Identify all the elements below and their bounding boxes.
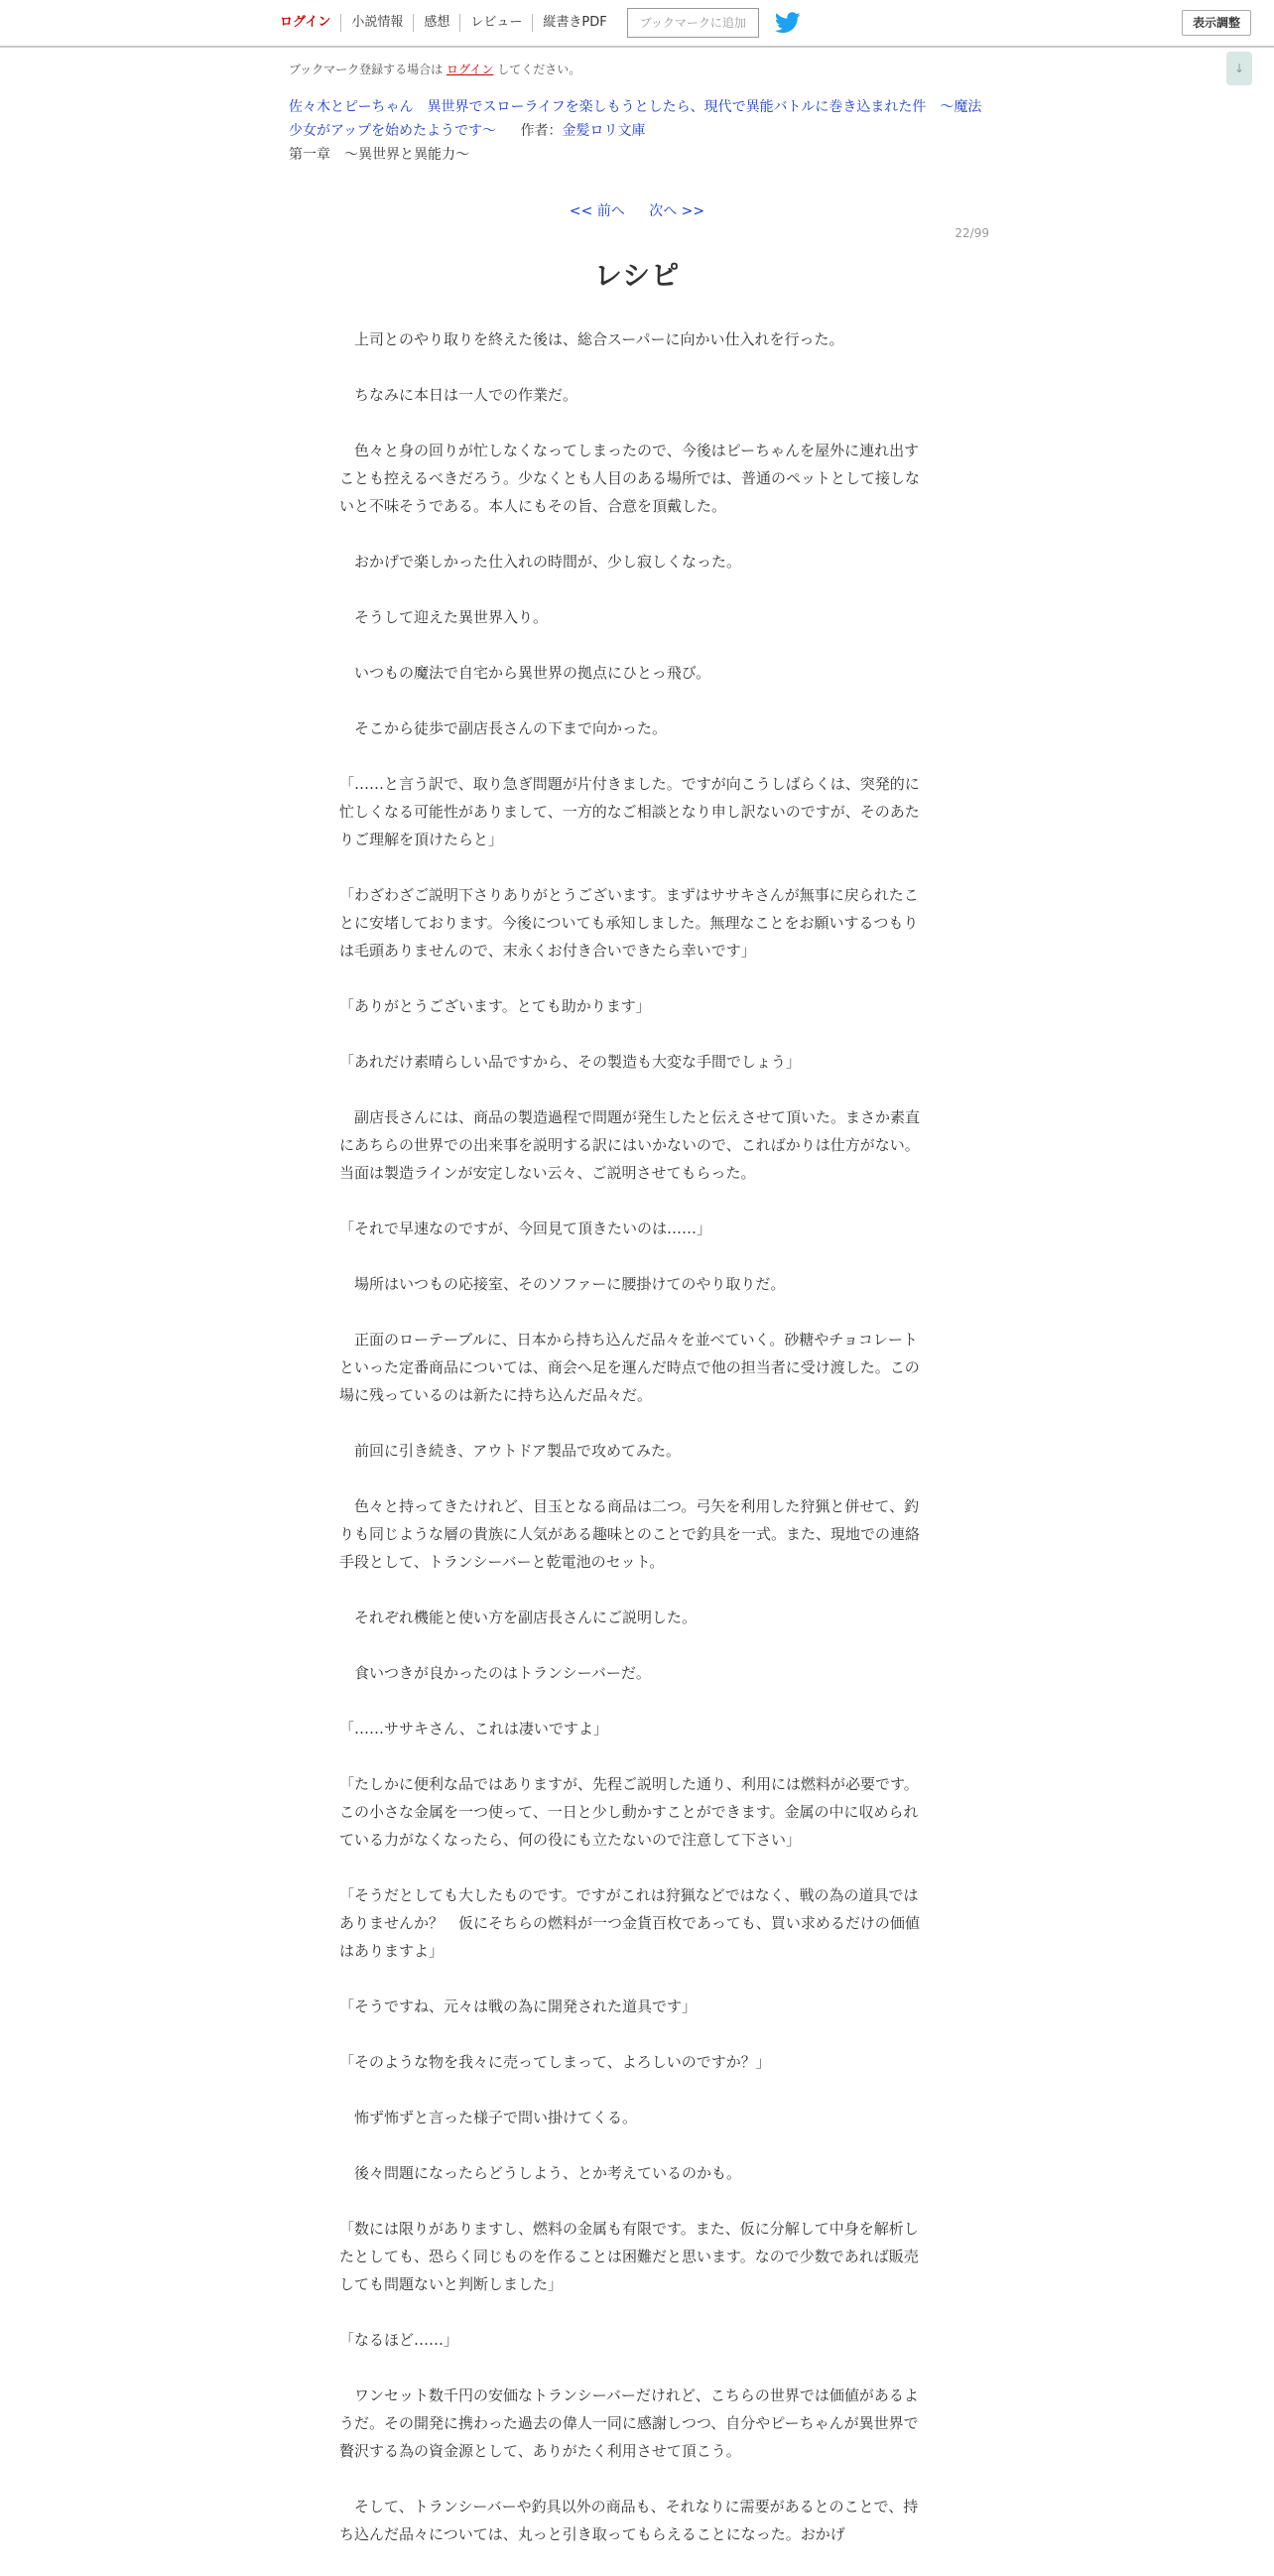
novel-paragraph: いつもの魔法で自宅から異世界の拠点にひとっ飛び。 xyxy=(339,664,711,682)
novel-paragraph: 副店長さんには、商品の製造過程で問題が発生したと伝えさせて頂いた。まさか素直にあちらの世界での出来事を説明する訳にはいかないので、こればかりは仕方がない。当面は製造ラインが安定しない云々、ご説明させてもらった。 xyxy=(339,1108,921,1182)
novel-paragraph: 「なるほど……」 xyxy=(339,2331,459,2349)
novel-paragraph: 後々問題になったらどうしよう、とか考えているのかも。 xyxy=(339,2164,742,2182)
novel-paragraph: そうして迎えた異世界入り。 xyxy=(339,608,549,626)
page-number: 22/99 xyxy=(955,226,989,240)
nav-review-link[interactable]: レビュー xyxy=(460,14,533,32)
twitter-bird-icon[interactable] xyxy=(775,12,801,34)
novel-paragraph: ワンセット数千円の安価なトランシーバーだけれど、こちらの世界では価値があるようだ。その開発に携わった過去の偉人一同に感謝しつつ、自分やピーちゃんが異世界で贅沢する為の資金源として、ありがたく利用させて頂こう。 xyxy=(339,2386,919,2460)
novel-paragraph: 「数には限りがありますし、燃料の金属も有限です。また、仮に分解して中身を解析したとしても、恐らく同じものを作ることは困難だと思います。なので少数であれば販売しても問題ないと判断しました」 xyxy=(339,2220,919,2293)
episode-title: レシピ xyxy=(593,259,681,292)
novel-paragraph: 色々と持ってきたけれど、目玉となる商品は二つ。弓矢を利用した狩猟と併せて、釣りも同じような層の貴族に人気がある趣味とのことで釣具を一式。また、現地での連絡手段として、トランシーバーと乾電池のセット。 xyxy=(339,1497,921,1571)
novel-paragraph: 怖ず怖ずと言った様子で問い掛けてくる。 xyxy=(339,2109,638,2126)
nav-novel-info-link[interactable]: 小説情報 xyxy=(341,14,414,32)
next-page-link[interactable]: 次へ >> xyxy=(649,203,705,219)
author-label: 作者： xyxy=(520,123,563,139)
novel-paragraph: 色々と身の回りが忙しなくなってしまったので、今後はピーちゃんを屋外に連れ出すことも控えるべきだろう。少なくとも人目のある場所では、普通のペットとして接しないと不味そうである。本人にもその旨、合意を頂戴した。 xyxy=(339,442,921,515)
chapter-title: 第一章 ～異世界と異能力～ xyxy=(289,147,469,163)
nav-impression-link[interactable]: 感想 xyxy=(414,14,460,32)
novel-paragraph: そして、トランシーバーや釣具以外の商品も、それなりに需要があるとのことで、持ち込んだ品々については、丸っと引き取ってもらえることになった。おかげ xyxy=(339,2498,919,2543)
novel-paragraph: 「わざわざご説明下さりありがとうございます。まずはササキさんが無事に戻られたことに安堵しております。今後についても承知しました。無理なことをお願いするつもりは毛頭ありませんので、末永くお付き合いできたら幸いです」 xyxy=(339,886,919,960)
notice-prefix: ブックマーク登録する場合は xyxy=(289,63,444,76)
novel-paragraph: おかげで楽しかった仕入れの時間が、少し寂しくなった。 xyxy=(339,553,742,571)
scroll-down-button[interactable]: ↓ xyxy=(1226,52,1252,85)
novel-paragraph: 「そのような物を我々に売ってしまって、よろしいのですか？」 xyxy=(339,2053,771,2071)
display-settings-button[interactable]: 表示調整 xyxy=(1182,10,1251,36)
pager xyxy=(0,200,1274,220)
main-nav xyxy=(270,0,801,46)
novel-paragraph: 「たしかに便利な品ではありますが、先程ご説明した通り、利用には燃料が必要です。この小さな金属を一つ使って、一日と少し動かすことができます。金属の中に収められている力がなくなったら、何の役にも立たないので注意して下さい」 xyxy=(339,1775,919,1849)
novel-paragraph: 「あれだけ素晴らしい品ですから、その製造も大変な手間でしょう」 xyxy=(339,1053,802,1071)
novel-paragraph: 「……と言う訳で、取り急ぎ問題が片付きました。ですが向こうしばらくは、突発的に忙しくなる可能性がありまして、一方的なご相談となり申し訳ないのですが、そのあたりご理解を頂けたらと」 xyxy=(339,775,920,848)
novel-paragraph: そこから徒歩で副店長さんの下まで向かった。 xyxy=(339,719,668,737)
novel-paragraph: 前回に引き続き、アウトドア製品で攻めてみた。 xyxy=(339,1442,681,1460)
series-title-link[interactable]: 佐々木とピーちゃん 異世界でスローライフを楽しもうとしたら、現代で異能バトルに巻き込まれた件 ～魔法少女がアップを始めたようです～ xyxy=(289,99,982,139)
novel-paragraph: ちなみに本日は一人での作業だ。 xyxy=(339,386,578,404)
notice-login-link[interactable]: ログイン xyxy=(446,63,494,76)
notice-suffix: してください。 xyxy=(497,63,581,76)
novel-paragraph: 場所はいつもの応接室、そのソファーに腰掛けてのやり取りだ。 xyxy=(339,1275,786,1293)
novel-paragraph: 「ありがとうございます。とても助かります」 xyxy=(339,997,651,1015)
novel-paragraph: 「そうですね、元々は戦の為に開発された道具です」 xyxy=(339,1997,698,2015)
author-link[interactable]: 金髪ロリ文庫 xyxy=(562,123,646,139)
top-navigation-bar xyxy=(0,0,1274,48)
prev-page-link[interactable]: << 前へ xyxy=(569,203,625,219)
novel-paragraph: 「それで早速なのですが、今回見て頂きたいのは……」 xyxy=(339,1220,712,1237)
novel-paragraph: 食いつきが良かったのはトランシーバーだ。 xyxy=(339,1664,651,1682)
add-bookmark-button[interactable]: ブックマークに追加 xyxy=(627,8,759,38)
novel-paragraph: 上司とのやり取りを終えた後は、総合スーパーに向かい仕入れを行った。 xyxy=(339,330,844,348)
bookmark-login-notice xyxy=(289,61,580,77)
series-header xyxy=(289,95,993,143)
nav-login-link[interactable]: ログイン xyxy=(270,14,341,32)
nav-vertical-pdf-link[interactable]: 縦書きPDF xyxy=(543,15,607,30)
novel-body xyxy=(339,325,931,2576)
novel-paragraph: それぞれ機能と使い方を副店長さんにご説明した。 xyxy=(339,1609,698,1626)
novel-paragraph: 正面のローテーブルに、日本から持ち込んだ品々を並べていく。砂糖やチョコレートといった定番商品については、商会へ足を運んだ時点で他の担当者に受け渡した。この場に残っているのは新たに持ち込んだ品々だ。 xyxy=(339,1331,920,1404)
novel-paragraph: 「そうだとしても大したものです。ですがこれは狩猟などではなく、戦の為の道具ではありませんか？ 仮にそちらの燃料が一つ金貨百枚であっても、買い求めるだけの価値はありますよ」 xyxy=(339,1886,920,1960)
novel-paragraph: 「……ササキさん、これは凄いですよ」 xyxy=(339,1720,608,1738)
